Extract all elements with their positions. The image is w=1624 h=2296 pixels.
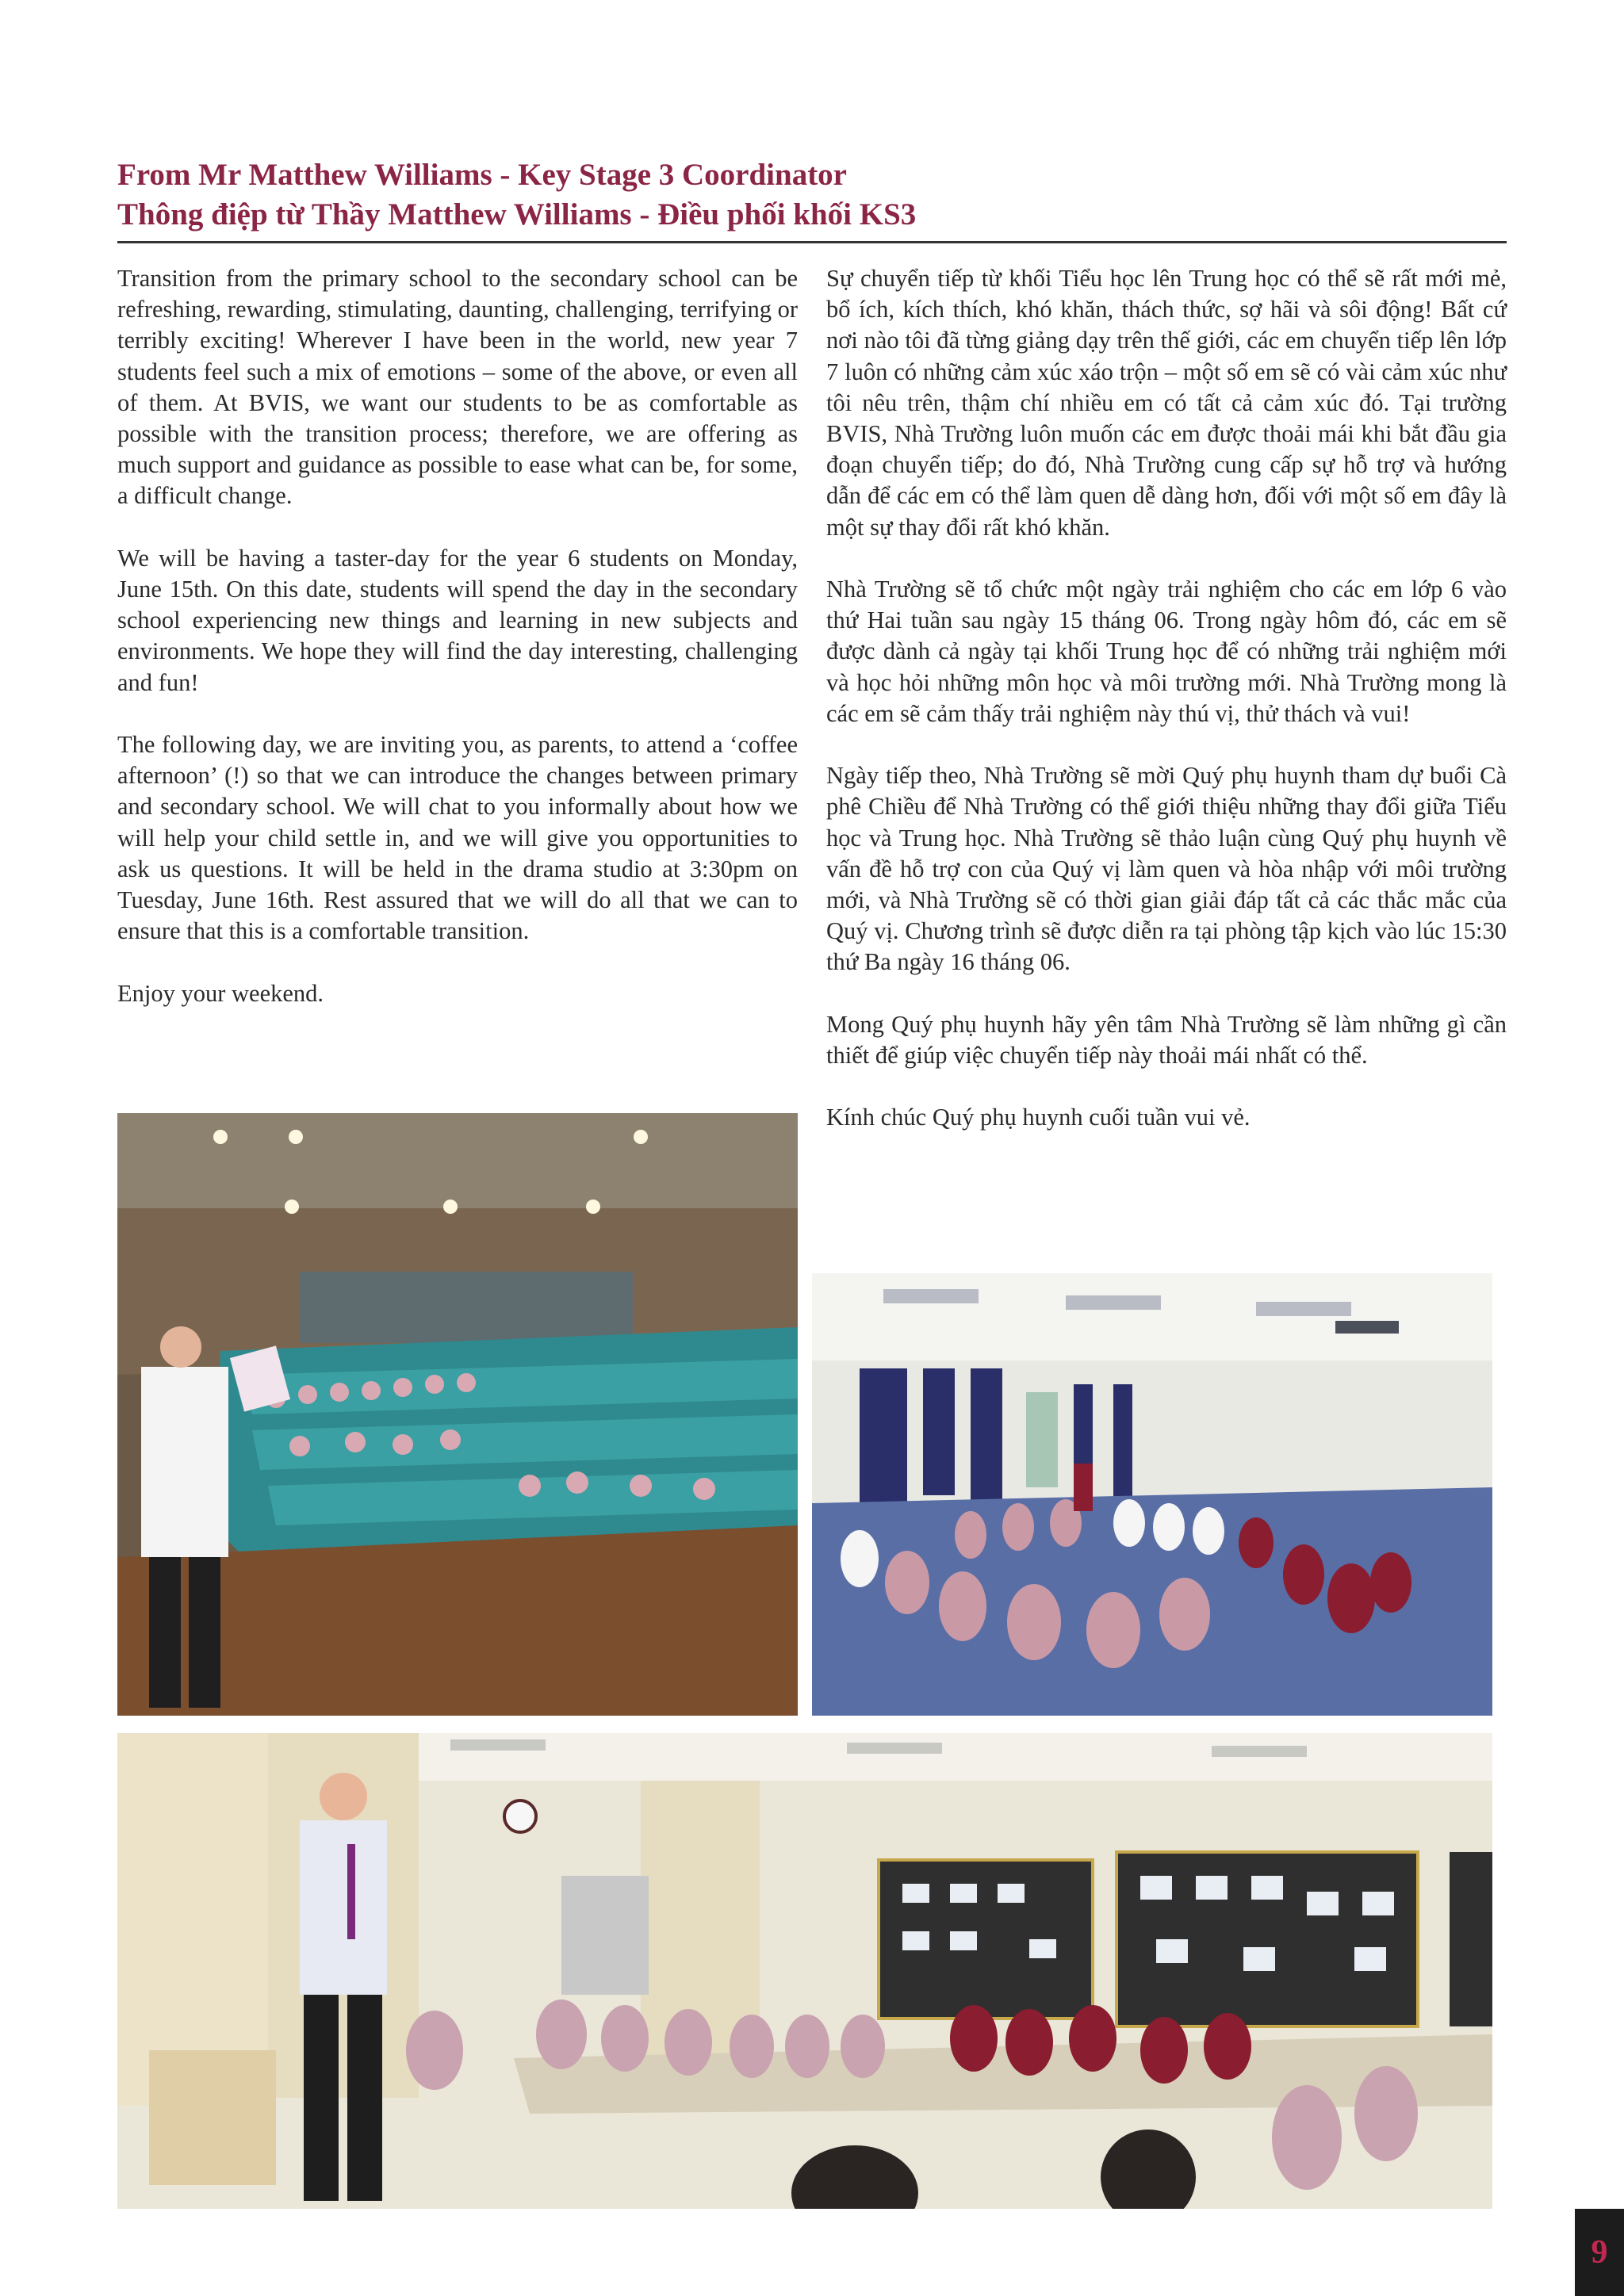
vietnamese-paragraph: Ngày tiếp theo, Nhà Trường sẽ mời Quý phụ huynh tham dự buổi Cà phê Chiều để Nhà Trường có thể giới thiệu những thay đổi giữa Tiểu học và Trung học. Nhà Trường sẽ thảo luận cùng Quý phụ huynh về vấn đề hỗ trợ con của Quý vị làm quen và hòa nhập với môi trường mới, và Nhà Trường sẽ có thời gian giải đáp tất cả các thắc mắc của Quý vị. Chương trình sẽ được diễn ra tại phòng tập kịch vào lúc 15:30 thứ Ba ngày 16 tháng 06. (826, 762, 1507, 976)
photo-classroom (117, 1733, 1492, 2209)
vietnamese-paragraph: Mong Quý phụ huynh hãy yên tâm Nhà Trường sẽ làm những gì cần thiết để giúp việc chuyển tiếp này thoải mái nhất có thể. (826, 1010, 1507, 1070)
article-heading (117, 155, 1507, 235)
vietnamese-paragraph: Sự chuyển tiếp từ khối Tiểu học lên Trung học có thể sẽ rất mới mẻ, bổ ích, kích thích, khó khăn, thách thức, sợ hãi và sôi động! Bất cứ nơi nào tôi đã từng giảng dạy trên thế giới, các em chuyển tiếp lên lớp 7 luôn có những cảm xúc xáo trộn – một số em sẽ có vài cảm xúc như tôi nêu trên, thậm chí nhiều em có tất cả cảm xúc đó. Tại trường BVIS, Nhà Trường luôn muốn các em được thoải mái khi bắt đầu gia đoạn chuyển tiếp; do đó, Nhà Trường cung cấp sự hỗ trợ và hướng dẫn để các em có thể làm quen dễ dàng hơn, đối với một số em đây là một sự thay đổi rất khó khăn. (826, 265, 1507, 541)
photo-circle-activity (812, 1273, 1492, 1716)
vietnamese-column (826, 263, 1507, 1165)
english-column (117, 263, 798, 1040)
vietnamese-paragraph: Kính chúc Quý phụ huynh cuối tuần vui vẻ. (826, 1104, 1251, 1131)
heading-vietnamese: Thông điệp từ Thầy Matthew Williams - Điều phối khối KS3 (117, 197, 917, 232)
english-paragraph: Transition from the primary school to the secondary school can be refreshing, rewarding, stimulating, daunting, challenging, terrifying or terribly exciting! Wherever I have been in the world, new year 7 students feel such a mix of emotions – some of the above, or even all of them. At BVIS, we want our students to be as comfortable as possible with the transition process; therefore, we are offering as much support and guidance as possible to ease what can be, for some, a difficult change. (117, 265, 799, 510)
english-paragraph: We will be having a taster-day for the year 6 students on Monday, June 15th. On this date, students will spend the day in the secondary school experiencing new things and learning in new subjects and environments. We hope they will find the day interesting, challenging and fun! (117, 544, 798, 696)
english-paragraph: Enjoy your weekend. (117, 979, 324, 1007)
page-number-badge (1575, 2209, 1624, 2296)
heading-divider (117, 241, 1507, 243)
page-number: 9 (1591, 2234, 1608, 2271)
english-paragraph: The following day, we are inviting you, as parents, to attend a ‘coffee afternoon’ (!) so that we can introduce the changes between primary and secondary school. We will chat to you informally about how we will help your child settle in, and we will give you opportunities to ask us questions. It will be held in the drama studio at 3:30pm on Tuesday, June 16th. Rest assured that we will do all that we can to ensure that this is a comfortable transition. (117, 731, 798, 945)
heading-english: From Mr Matthew Williams - Key Stage 3 Coordinator (117, 158, 847, 192)
vietnamese-paragraph: Nhà Trường sẽ tổ chức một ngày trải nghiệm cho các em lớp 6 vào thứ Hai tuần sau ngày 15 tháng 06. Trong ngày hôm đó, các em sẽ được dành cả ngày tại khối Trung học để có những trải nghiệm mới và học hỏi những môn học và môi trường mới. Nhà Trường mong là các em sẽ cảm thấy trải nghiệm này thú vị, thử thách và vui! (826, 576, 1507, 727)
photo-drama-studio (117, 1113, 798, 1716)
